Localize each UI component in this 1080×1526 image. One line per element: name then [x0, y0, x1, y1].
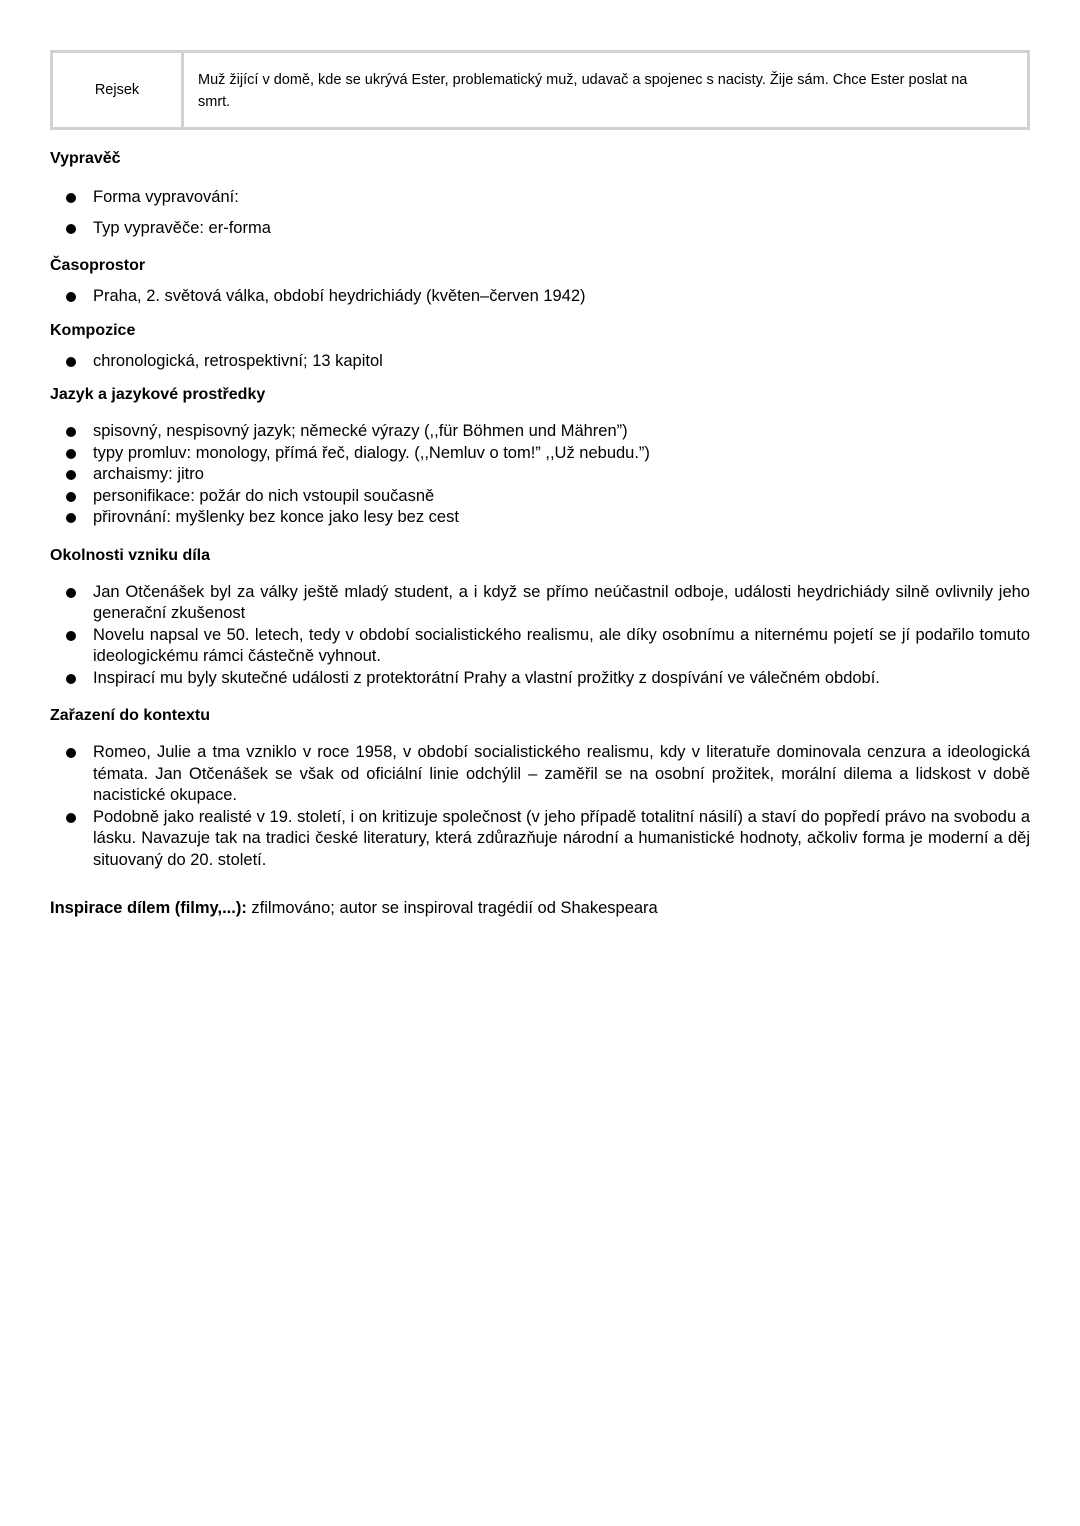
- list-casoprostor: [50, 286, 1030, 308]
- document-page: [50, 50, 1030, 919]
- list-okolnosti: [50, 582, 1030, 690]
- list-item: Romeo, Julie a tma vzniklo v roce 1958, v období socialistického realismu, kdy v literatuře dominovala cenzura a ideologická témata. Jan Otčenášek se však od oficiální linie odchýlil – zaměřil se na osobní prožitek, morální dilema a lidskost v době nacistické okupace.: [50, 742, 1030, 807]
- list-kompozice: [50, 351, 1030, 373]
- list-item: archaismy: jitro: [50, 464, 1030, 486]
- list-item: Forma vypravování:: [50, 187, 1030, 209]
- list-item: Jan Otčenášek byl za války ještě mladý student, a i když se přímo neúčastnil odboje, události heydrichiády silně ovlivnily jeho generační zkušenost: [50, 582, 1030, 625]
- list-item: Podobně jako realisté v 19. století, i on kritizuje společnost (v jeho případě totalitní násilí) a staví do popředí právo na svobodu a lásku. Navazuje tak na tradici české literatury, která zdůrazňuje národní a humanistické hodnoty, ačkoliv forma je moderní a děj situovaný do 20. století.: [50, 807, 1030, 872]
- heading-zarazeni: Zařazení do kontextu: [50, 707, 211, 724]
- list-item: Novelu napsal ve 50. letech, tedy v období socialistického realismu, ale díky osobnímu a niternému pojetí se jí podařilo tomuto ideologickému rámci částečně vyhnout.: [50, 625, 1030, 668]
- list-item: personifikace: požár do nich vstoupil současně: [50, 486, 1030, 508]
- list-item: typy promluv: monology, přímá řeč, dialogy. (,,Nemluv o tom!” ,,Už nebudu.”): [50, 443, 1030, 465]
- character-name: Rejsek: [52, 52, 183, 129]
- heading-casoprostor: Časoprostor: [50, 257, 146, 274]
- list-zarazeni: [50, 742, 1030, 871]
- heading-vypravec: Vypravěč: [50, 150, 121, 167]
- list-item: chronologická, retrospektivní; 13 kapitol: [50, 351, 1030, 373]
- list-item: Inspirací mu byly skutečné události z protektorátní Prahy a vlastní prožitky z dospívání ve válečném období.: [50, 668, 1030, 690]
- inspirace-text: zfilmováno; autor se inspiroval tragédií od Shakespeara: [246, 899, 658, 917]
- inspirace-line: [50, 898, 1030, 919]
- characters-table: [50, 50, 1030, 130]
- list-item: Typ vypravěče: er-forma: [50, 218, 1030, 240]
- list-item: Praha, 2. světová válka, období heydrichiády (květen–červen 1942): [50, 286, 1030, 308]
- heading-jazyk: Jazyk a jazykové prostředky: [50, 386, 266, 403]
- list-item: přirovnání: myšlenky bez konce jako lesy bez cest: [50, 507, 1030, 529]
- list-jazyk: [50, 421, 1030, 529]
- heading-kompozice: Kompozice: [50, 321, 136, 339]
- character-description: Muž žijící v domě, kde se ukrývá Ester, problematický muž, udavač a spojenec s nacisty. Žije sám. Chce Ester poslat na smrt.: [183, 52, 1029, 129]
- heading-okolnosti: Okolnosti vzniku díla: [50, 546, 211, 564]
- inspirace-label: Inspirace dílem (filmy,...):: [50, 899, 247, 917]
- list-vypravec: [50, 187, 1030, 239]
- table-row: [52, 52, 1029, 129]
- list-item: spisovný, nespisovný jazyk; německé výrazy (,,für Böhmen und Mähren”): [50, 421, 1030, 443]
